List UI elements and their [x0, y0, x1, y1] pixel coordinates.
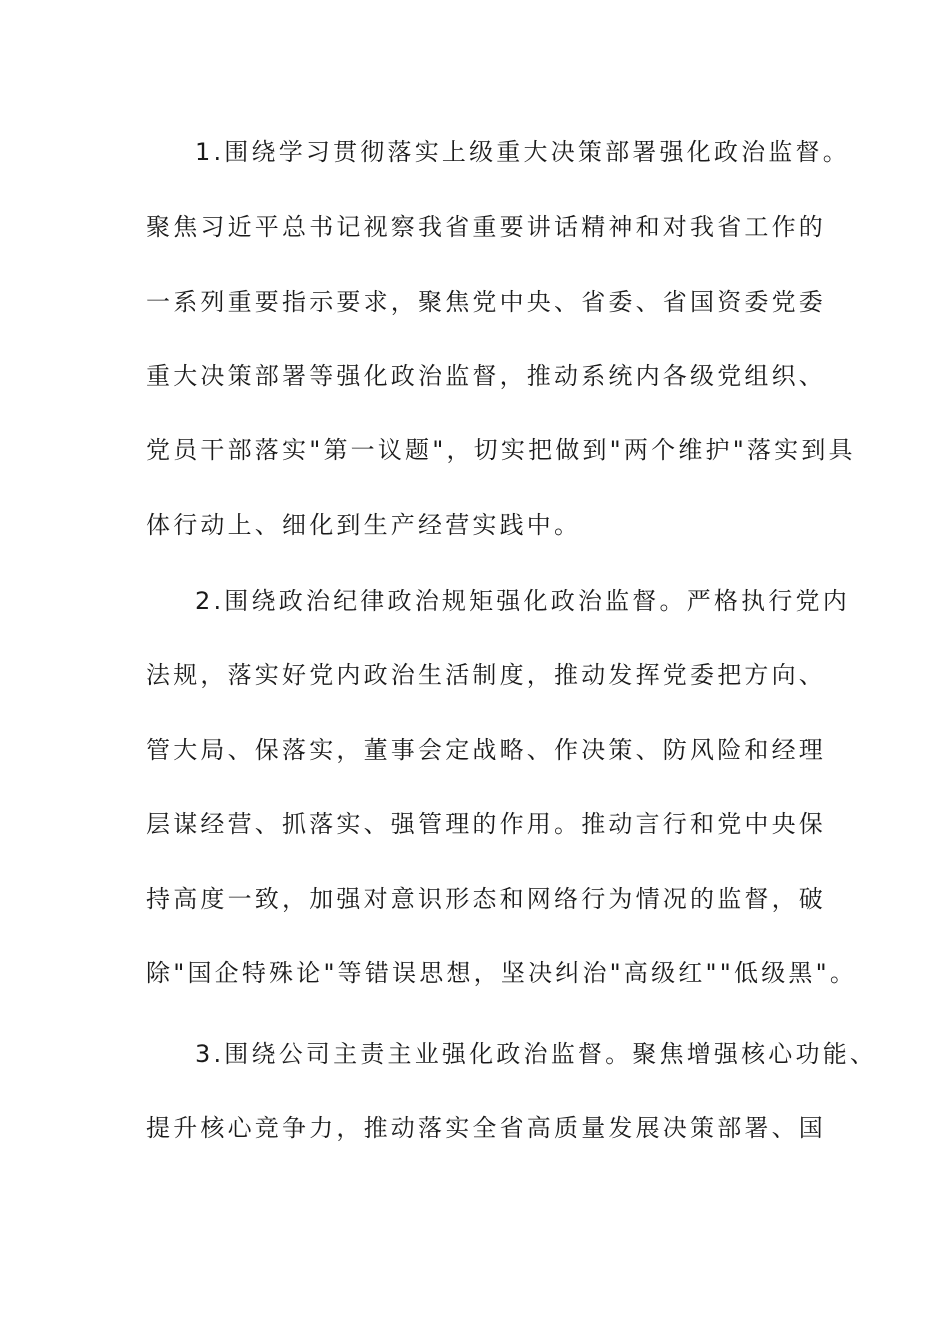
text-line: 一系列重要指示要求，聚焦党中央、省委、省国资委党委	[146, 288, 826, 316]
text-line: 聚焦习近平总书记视察我省重要讲话精神和对我省工作的	[146, 213, 826, 241]
text-line: 层谋经营、抓落实、强管理的作用。推动言行和党中央保	[146, 810, 826, 838]
text-line: 除"国企特殊论"等错误思想，坚决纠治"高级红""低级黑"。	[146, 959, 858, 987]
text-line: 3.围绕公司主责主业强化政治监督。聚焦增强核心功能、	[195, 1040, 878, 1068]
text-line: 1.围绕学习贯彻落实上级重大决策部署强化政治监督。	[195, 138, 850, 166]
text-line: 重大决策部署等强化政治监督，推动系统内各级党组织、	[146, 362, 826, 390]
text-line: 提升核心竞争力，推动落实全省高质量发展决策部署、国	[146, 1114, 826, 1142]
text-line: 持高度一致，加强对意识形态和网络行为情况的监督，破	[146, 885, 826, 913]
text-line: 体行动上、细化到生产经营实践中。	[146, 511, 582, 539]
text-line: 2.围绕政治纪律政治规矩强化政治监督。严格执行党内	[195, 587, 850, 615]
text-line: 管大局、保落实，董事会定战略、作决策、防风险和经理	[146, 736, 826, 764]
text-line: 党员干部落实"第一议题"，切实把做到"两个维护"落实到具	[146, 436, 856, 464]
text-line: 法规，落实好党内政治生活制度，推动发挥党委把方向、	[146, 661, 826, 689]
